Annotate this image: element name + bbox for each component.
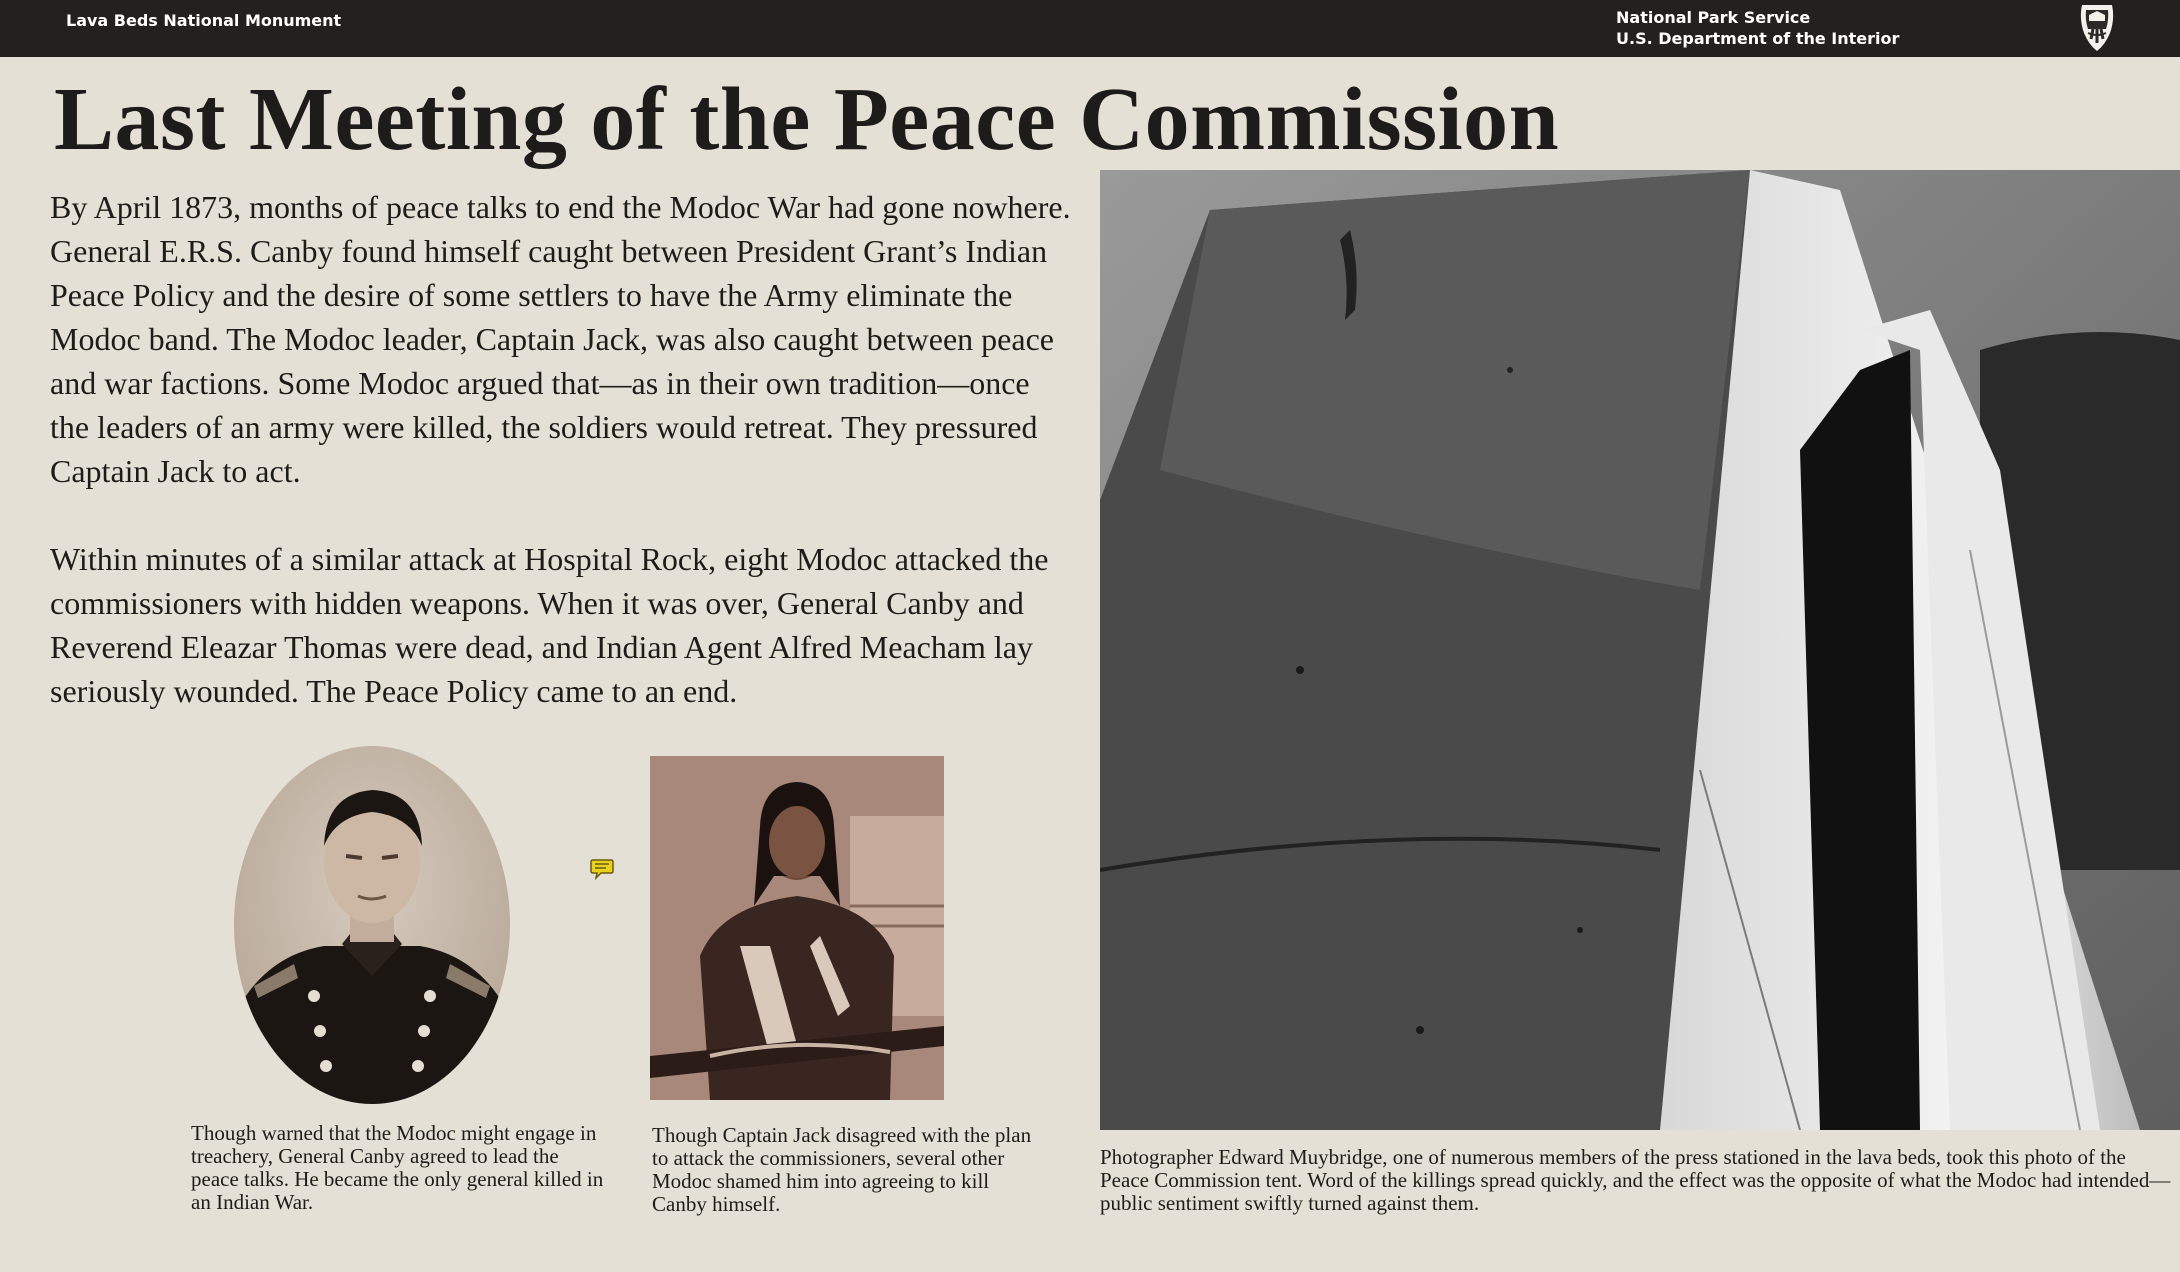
tent-photo-caption: Photographer Edward Muybridge, one of numerous members of the press stationed in the lava beds, took this photo of the Peace Commission tent. Word of the killings spread quickly, and the effect was the opposite of what the Modoc had intended—public sentiment swiftly turned against them. [1100,1145,2171,1215]
captain-jack-portrait-photo [650,756,944,1100]
top-banner [0,0,2180,57]
nps-arrowhead-icon [2078,3,2116,53]
canby-portrait-photo [234,746,510,1104]
department-name: U.S. Department of the Interior [1616,29,1900,48]
comment-note-icon[interactable] [590,858,614,880]
captain-jack-caption: Though Captain Jack disagreed with the plan to attack the commissioners, several other Modoc shamed him into agreeing to kill Canby himself. [652,1123,1032,1216]
intro-paragraph: By April 1873, months of peace talks to end the Modoc War had gone nowhere. General E.R.S. Canby found himself caught between President Grant’s Indian Peace Policy and the desire of some settlers to have the Army eliminate the Modoc band. The Modoc leader, Captain Jack, was also caught between peace and war factions. Some Modoc argued that—as in their own tradition—once the leaders of an army were killed, the soldiers would retreat. They pressured Captain Jack to act. [50,189,1071,489]
canby-caption: Though warned that the Modoc might engage in treachery, General Canby agreed to lead the peace talks. He became the only general killed in an Indian War. [191,1121,604,1214]
page-title: Last Meeting of the Peace Commission [54,70,1560,169]
agency-block [1616,7,1899,49]
attack-paragraph: Within minutes of a similar attack at Hospital Rock, eight Modoc attacked the commissioners with hidden weapons. When it was over, General Canby and Reverend Eleazar Thomas were dead, and Indian Agent Alfred Meacham lay seriously wounded. The Peace Policy came to an end. [50,541,1049,709]
park-name: Lava Beds National Monument [66,11,342,30]
peace-commission-tent-photo [1100,170,2180,1130]
agency-name: National Park Service [1616,8,1811,27]
